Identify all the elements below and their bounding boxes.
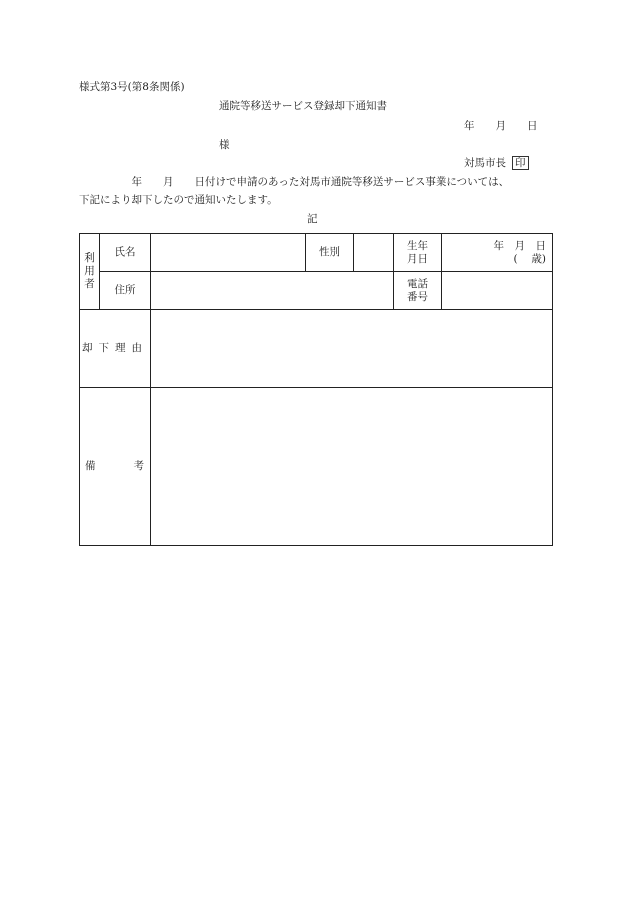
user-label-char: 者 — [84, 278, 95, 290]
remarks-label-char: 備 — [85, 460, 96, 472]
body-line-1: 年 月 日付けで申請のあった対馬市通院等移送サービス事業については、 — [79, 176, 510, 188]
gender-value — [354, 234, 394, 272]
seal-mark: 印 — [512, 156, 529, 170]
user-label-char: 利 — [84, 252, 95, 264]
remarks-label-cell — [80, 388, 151, 546]
phone-value — [442, 272, 553, 310]
issuer-line — [464, 156, 529, 170]
birth-value-cell — [442, 234, 553, 272]
ki-heading: 記 — [307, 213, 318, 225]
table-row-remarks — [80, 388, 553, 546]
table-row-name — [80, 234, 553, 272]
remarks-label-char: 考 — [133, 460, 144, 472]
phone-label-line: 番号 — [407, 290, 428, 303]
body-line-2: 下記により却下したので通知いたします。 — [79, 194, 278, 206]
name-value — [151, 234, 306, 272]
address-value — [151, 272, 394, 310]
remarks-value — [151, 388, 553, 546]
document-title: 通院等移送サービス登録却下通知書 — [219, 100, 387, 112]
date-line: 年 月 日 — [464, 120, 538, 132]
birth-label-line: 月日 — [407, 252, 428, 265]
notice-table — [79, 233, 553, 546]
name-label: 氏名 — [100, 234, 151, 272]
birth-label-cell — [394, 234, 442, 272]
age-placeholder: ( 歳) — [513, 252, 546, 265]
birth-label-line: 生年 — [407, 239, 428, 252]
table-row-address — [80, 272, 553, 310]
table-row-reason — [80, 310, 553, 388]
issuer-name: 対馬市長 — [464, 157, 506, 169]
reason-label: 却下理由 — [80, 310, 151, 388]
addressee-suffix: 様 — [219, 139, 230, 151]
gender-label: 性別 — [306, 234, 354, 272]
birth-date-placeholder: 年 月 日 — [493, 239, 546, 252]
reason-value — [151, 310, 553, 388]
user-label-char: 用 — [84, 265, 95, 277]
phone-label-cell — [394, 272, 442, 310]
address-label: 住所 — [100, 272, 151, 310]
form-number: 様式第3号(第8条関係) — [79, 81, 185, 93]
user-label-cell — [80, 234, 100, 310]
phone-label-line: 電話 — [407, 277, 428, 290]
